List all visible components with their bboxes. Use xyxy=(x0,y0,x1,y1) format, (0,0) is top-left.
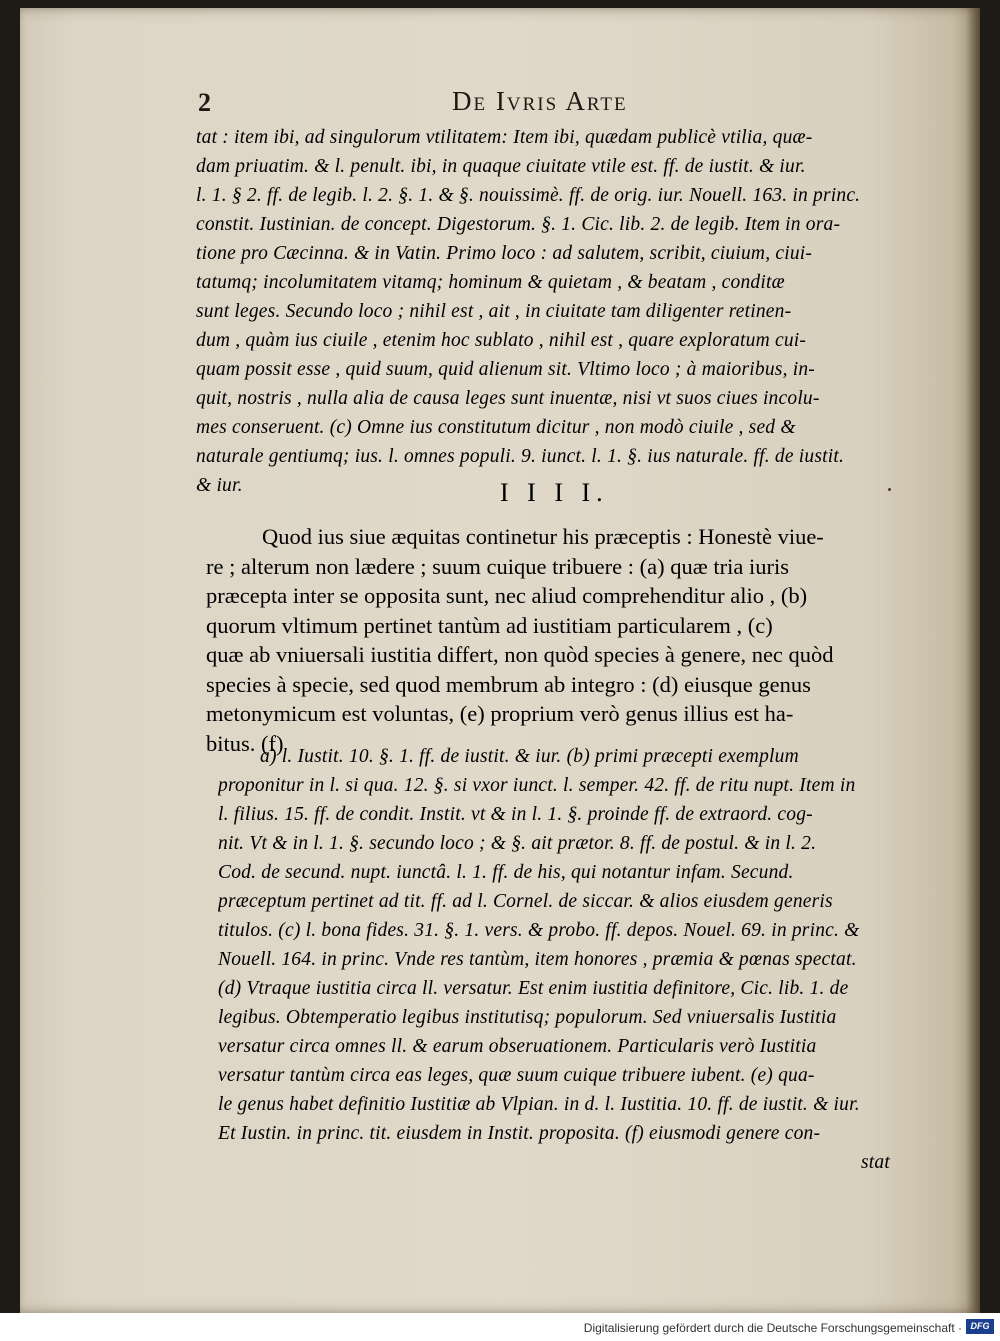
note-line: naturale gentiumq; ius. l. omnes populi. 9. iunct. l. 1. §. ius naturale. ff. de iustit. xyxy=(196,446,845,467)
note-line: dum , quàm ius ciuile , etenim hoc sublato , nihil est , quare exploratum cui- xyxy=(196,330,807,351)
page-gutter-shadow xyxy=(966,8,980,1313)
main-text-line: bitus. (f) xyxy=(206,730,284,756)
note-line: le genus habet definitio Iustitiæ ab Vlpian. in d. l. Iustitia. 10. ff. de iustit. & iur. xyxy=(218,1094,860,1115)
page-header xyxy=(20,84,980,124)
main-text-line: species à specie, sed quod membrum ab integro : (d) eiusque genus xyxy=(206,671,811,697)
note-line: præceptum pertinet ad tit. ff. ad l. Cornel. de siccar. & alios eiusdem generis xyxy=(218,891,833,912)
main-text-line: metonymicum est voluntas, (e) proprium verò genus illius est ha- xyxy=(206,701,794,726)
note-line: tat : item ibi, ad singulorum vtilitatem: Item ibi, quædam publicè vtilia, quæ- xyxy=(196,127,813,148)
note-line: legibus. Obtemperatio legibus institutisq; populorum. Sed vniuersalis Iustitia xyxy=(218,1007,837,1028)
funding-credit: Digitalisierung gefördert durch die Deutsche Forschungsgemeinschaft · xyxy=(583,1321,962,1335)
note-line: l. 1. § 2. ff. de legib. l. 2. §. 1. & §. nouissimè. ff. de orig. iur. Nouell. 163. in princ. xyxy=(196,185,861,206)
note-line: versatur circa omnes ll. & earum obseruationem. Particularis verò Iustitia xyxy=(218,1036,817,1057)
note-line: mes conseruent. (c) Omne ius constitutum dicitur , non modò ciuile , sed & xyxy=(196,417,796,438)
note-line: Cod. de secund. nupt. iunctâ. l. 1. ff. de his, qui notantur infam. Secund. xyxy=(218,862,794,883)
note-line: tione pro Cæcinna. & in Vatin. Primo loco : ad salutem, scribit, ciuium, ciui- xyxy=(196,243,813,264)
dfg-logo: DFG xyxy=(966,1319,994,1334)
note-line: tatumq; incolumitatem vitamq; hominum & quietam , & beatam , conditæ xyxy=(196,272,785,293)
main-text-line: quorum vltimum pertinet tantùm ad iustitiam particularem , (c) xyxy=(206,612,773,638)
note-line: dam priuatim. & l. penult. ibi, in quaque ciuitate vtile est. ff. de iustit. & iur. xyxy=(196,156,806,177)
page-number: 2 xyxy=(198,88,211,117)
note-line: (d) Vtraque iustitia circa ll. versatur. Est enim iustitia definitore, Cic. lib. 1. de xyxy=(218,978,849,999)
top-notes-block xyxy=(196,123,886,500)
note-line: titulos. (c) l. bona fides. 31. §. 1. vers. & probo. ff. depos. Nouel. 69. in princ. & xyxy=(218,920,860,941)
catchword: stat xyxy=(861,1152,890,1173)
section-heading: I I I I. xyxy=(500,478,609,507)
main-text-line: re ; alterum non lædere ; suum cuique tribuere : (a) quæ tria iuris xyxy=(206,553,789,579)
note-line: constit. Iustinian. de concept. Digestorum. §. 1. Cic. lib. 2. de legib. Item in ora- xyxy=(196,214,841,235)
note-line: proponitur in l. si qua. 12. §. si vxor iunct. l. semper. 42. ff. de ritu nupt. Item in xyxy=(218,775,856,796)
note-line: nit. Vt & in l. 1. §. secundo loco ; & §. ait prætor. 8. ff. de postul. & in l. 2. xyxy=(218,833,817,854)
note-line: & iur. xyxy=(196,475,243,496)
note-line: versatur tantùm circa eas leges, quæ suum cuique tribuere iubent. (e) qua- xyxy=(218,1065,815,1086)
note-line: Et Iustin. in princ. tit. eiusdem in Instit. proposita. (f) eiusmodi genere con- xyxy=(218,1123,821,1144)
running-title: De Ivris Arte xyxy=(452,86,628,116)
main-text-line: præcepta inter se opposita sunt, nec aliud comprehenditur alio , (b) xyxy=(206,583,808,608)
note-line: sunt leges. Secundo loco ; nihil est , ait , in ciuitate tam diligenter retinen- xyxy=(196,301,792,322)
note-line: Nouell. 164. in princ. Vnde res tantùm, item honores , præmia & pœnas spectat. xyxy=(218,949,857,970)
main-text-line: Quod ius siue æquitas continetur his præceptis : Honestè viue- xyxy=(262,524,824,549)
note-line: l. filius. 15. ff. de condit. Instit. vt & in l. 1. §. proinde ff. de extraord. cog- xyxy=(218,804,813,825)
note-line: quam possit esse , quid suum, quid alienum sit. Vltimo loco ; à maioribus, in- xyxy=(196,359,816,380)
note-line: a) l. Iustit. 10. §. 1. ff. de iustit. & iur. (b) primi præcepti exemplum xyxy=(260,746,799,767)
main-text-block xyxy=(206,522,896,758)
ink-speck xyxy=(888,488,891,491)
note-line: quit, nostris , nulla alia de causa leges sunt inuentæ, nisi vt suos ciues incolu- xyxy=(196,388,820,409)
digitization-footer xyxy=(0,1313,1000,1341)
section-notes-block xyxy=(218,742,894,1177)
main-text-line: quæ ab vniuersali iustitia differt, non quòd species à genere, nec quòd xyxy=(206,642,834,667)
